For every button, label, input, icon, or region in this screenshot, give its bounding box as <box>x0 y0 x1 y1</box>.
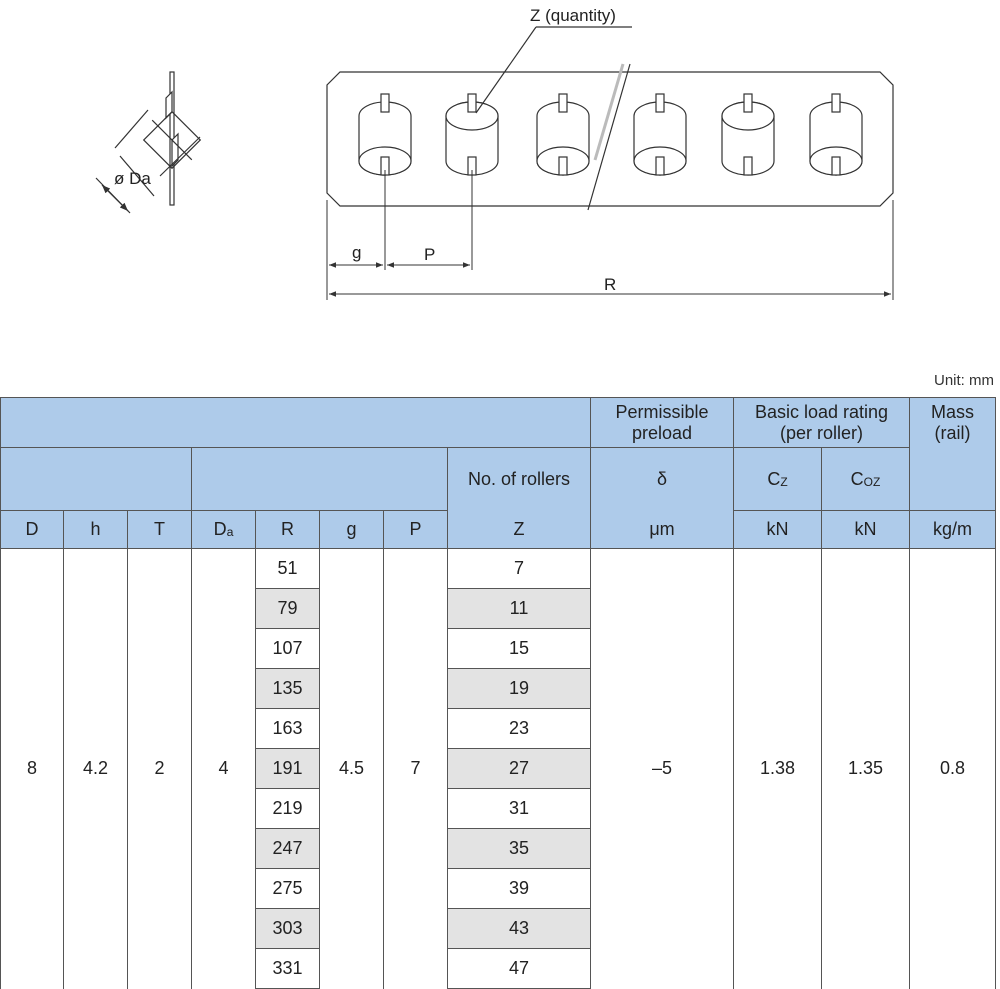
r-value: 247 <box>256 829 320 869</box>
p-value: 7 <box>384 549 448 989</box>
r-value: 79 <box>256 589 320 629</box>
r-value: 163 <box>256 709 320 749</box>
cz-value: 1.38 <box>734 549 822 989</box>
side-view <box>96 72 206 213</box>
dim-da-label: ø Da <box>114 169 151 188</box>
header-delta: δ <box>591 448 734 511</box>
col-kn-coz-header: kN <box>822 511 910 549</box>
z-value: 27 <box>448 749 591 789</box>
da-value: 4 <box>192 549 256 989</box>
header-blank-left <box>1 448 192 511</box>
mass-value: 0.8 <box>910 549 996 989</box>
header-cz <box>734 448 822 511</box>
col-d-header: D <box>1 511 64 549</box>
dim-g-label: g <box>352 243 362 262</box>
h-value: 4.2 <box>64 549 128 989</box>
r-value: 51 <box>256 549 320 589</box>
header-load-rating <box>734 398 910 448</box>
col-z-header: Z <box>448 511 591 549</box>
r-value: 331 <box>256 949 320 989</box>
col-r-header: R <box>256 511 320 549</box>
header-no-rollers: No. of rollers <box>448 448 591 511</box>
roller-icon <box>446 94 498 175</box>
roller-icon <box>537 94 589 175</box>
roller-icon <box>722 94 774 175</box>
header-blank-mid <box>192 448 448 511</box>
z-value: 11 <box>448 589 591 629</box>
col-da-header: Dₐ <box>192 511 256 549</box>
header-coz-sub: OZ <box>863 474 881 489</box>
r-value: 219 <box>256 789 320 829</box>
preload-value: –5 <box>591 549 734 989</box>
z-value: 43 <box>448 909 591 949</box>
header-cz-main: C <box>767 468 781 489</box>
roller-rail-drawing <box>0 0 1000 330</box>
dim-p-label: P <box>424 245 436 264</box>
header-blank-top <box>1 398 591 448</box>
z-value: 23 <box>448 709 591 749</box>
z-value: 31 <box>448 789 591 829</box>
spec-table <box>0 397 996 989</box>
header-preload <box>591 398 734 448</box>
header-coz <box>822 448 910 511</box>
table-row <box>1 549 996 589</box>
z-value: 39 <box>448 869 591 909</box>
col-t-header: T <box>128 511 192 549</box>
z-value: 7 <box>448 549 591 589</box>
r-value: 303 <box>256 909 320 949</box>
z-value: 35 <box>448 829 591 869</box>
unit-label: Unit: mm <box>934 372 994 389</box>
z-value: 19 <box>448 669 591 709</box>
header-preload-top: Permissible <box>615 401 709 422</box>
header-cz-sub: Z <box>780 474 788 489</box>
col-kn-cz-header: kN <box>734 511 822 549</box>
header-load-top: Basic load rating <box>754 401 889 422</box>
col-kgm-header: kg/m <box>910 511 996 549</box>
t-value: 2 <box>128 549 192 989</box>
r-value: 107 <box>256 629 320 669</box>
col-g-header: g <box>320 511 384 549</box>
col-h-header: h <box>64 511 128 549</box>
header-mass-bottom: (rail) <box>934 422 971 443</box>
dim-r-label: R <box>604 275 617 294</box>
header-load-bottom: (per roller) <box>780 422 864 443</box>
rail-plan-view <box>327 64 893 210</box>
z-value: 47 <box>448 949 591 989</box>
header-coz-main: C <box>850 468 864 489</box>
coz-value: 1.35 <box>822 549 910 989</box>
roller-icon <box>359 94 411 175</box>
header-mass <box>910 398 996 511</box>
z-callout-label: Z (quantity) <box>530 6 616 25</box>
r-value: 135 <box>256 669 320 709</box>
col-um-header: μm <box>591 511 734 549</box>
roller-icon <box>810 94 862 175</box>
roller-icon <box>634 94 686 175</box>
z-value: 15 <box>448 629 591 669</box>
r-value: 191 <box>256 749 320 789</box>
header-mass-top: Mass <box>931 402 975 422</box>
g-value: 4.5 <box>320 549 384 989</box>
header-preload-bottom: preload <box>631 422 693 443</box>
col-p-header: P <box>384 511 448 549</box>
d-value: 8 <box>1 549 64 989</box>
r-value: 275 <box>256 869 320 909</box>
